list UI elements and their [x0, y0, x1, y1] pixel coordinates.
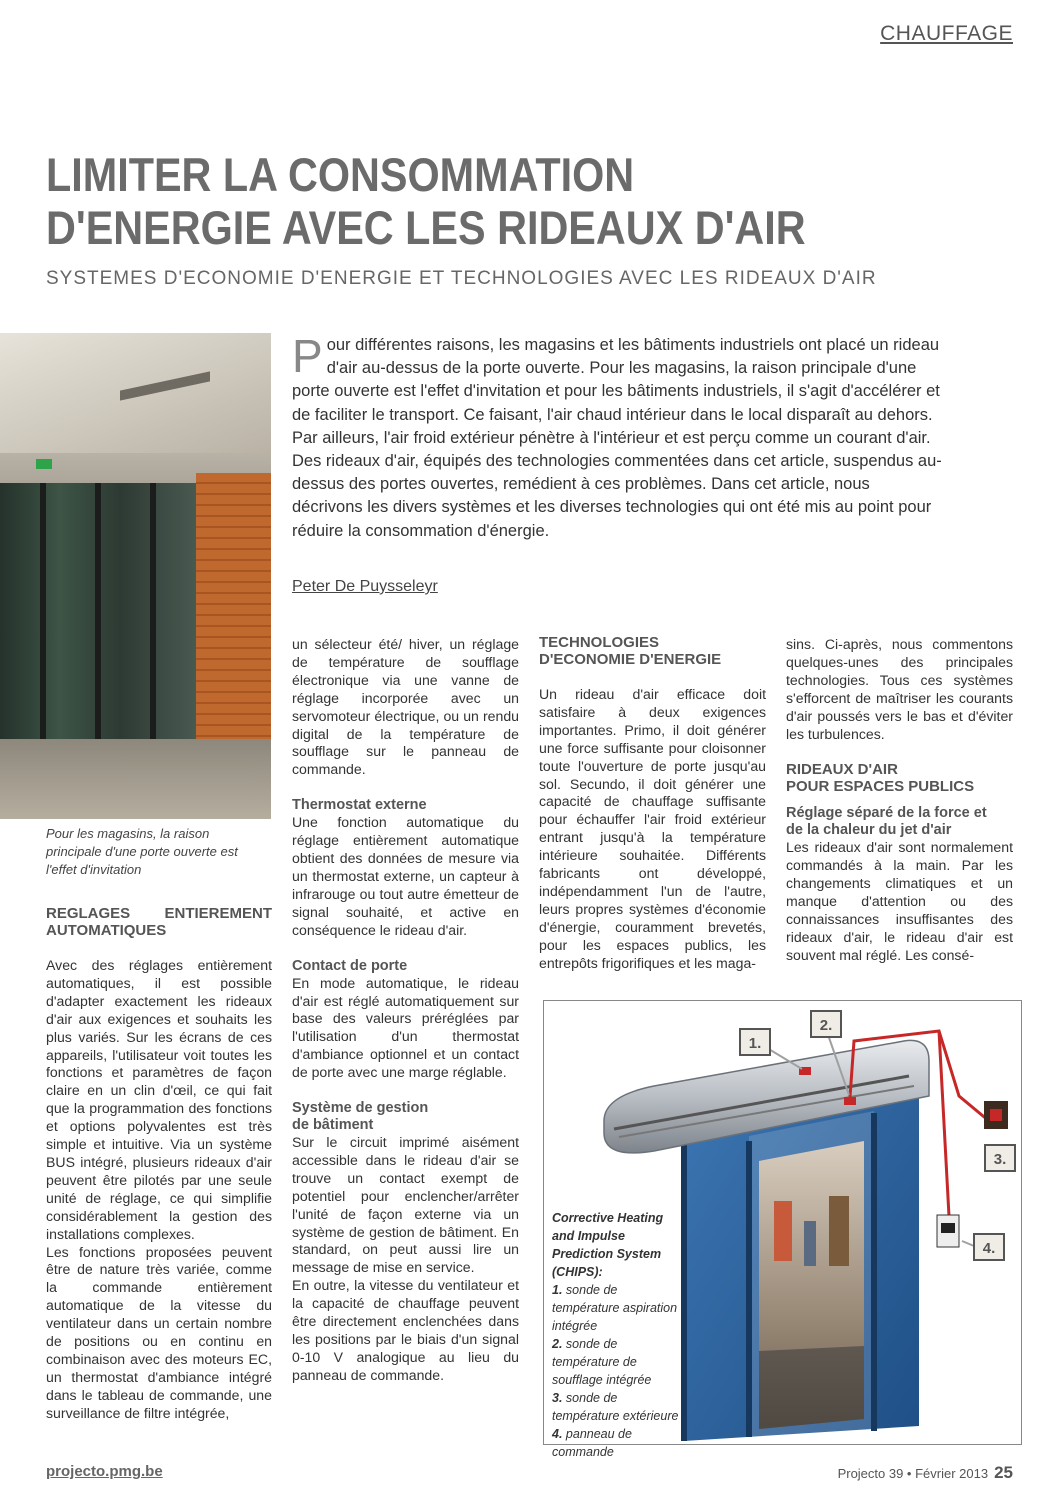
column-1: [46, 905, 272, 1423]
col2-paragraph-4: Sur le circuit imprimé aisément accessible dans le rideau d'air se trouve un contact exempt de potentiel pour enclencher/arrêter l'unité de façon externe via un système de gestion de bâtiment. En standard, on peut aussi lire un message de mise en service.: [292, 1134, 519, 1276]
legend-text-4: panneau de commande: [552, 1427, 632, 1459]
website-link[interactable]: projecto.pmg.be: [46, 1463, 163, 1480]
callout-3-label: 3.: [993, 1151, 1007, 1168]
heading-reglages: REGLAGES ENTIEREMENT AUTOMATIQUES: [46, 905, 272, 939]
legend-num-4: 4.: [552, 1427, 563, 1441]
article-subtitle: SYSTEMES D'ECONOMIE D'ENERGIE ET TECHNOLOGIES AVEC LES RIDEAUX D'AIR: [46, 268, 877, 289]
figure-legend: [552, 1209, 684, 1461]
col2-paragraph-1: un sélecteur été/ hiver, un réglage de température de soufflage électronique via une vanne de réglage incorporée avec un servomoteur électrique, ou un rendu digital de la température de soufflage sur le panneau de commande.: [292, 636, 519, 778]
col4-paragraph-1: sins. Ci-après, nous commentons quelques-unes des principales technologies. Tous ces systèmes s'efforcent de maîtriser les courants d'air poussés vers le bas et d'éviter les turbulences.: [786, 636, 1013, 742]
section-tag: CHAUFFAGE: [880, 22, 1013, 45]
column-3: [539, 634, 766, 973]
author-byline: Peter De Puysseleyr: [292, 578, 438, 595]
callout-1-label: 1.: [748, 1035, 762, 1052]
col2-paragraph-5: En outre, la vitesse du ventilateur et la capacité de chauffage peuvent être directement enclenchées dans les positions par le biais d'un signal 0-10 V analogique au lieu du panneau de commande.: [292, 1277, 519, 1383]
column-4: [786, 636, 1013, 965]
legend-text-3: sonde de température extérieure: [552, 1391, 679, 1423]
col4-paragraph-2: Les rideaux d'air sont normalement commandés à la main. Par les changements climatiques et un manque d'attention ou des connaissances insuffisantes des rideaux d'air, le rideau d'air est souvent mal réglé. Les consé-: [786, 839, 1013, 963]
storefront-photo: [0, 333, 271, 819]
heading-thermostat-externe: Thermostat externe: [292, 797, 427, 814]
legend-text-2: sonde de température de soufflage intégrée: [552, 1337, 652, 1387]
heading-reglage-separe: Réglage séparé de la force et de la chaleur du jet d'air: [786, 805, 987, 839]
drop-cap: P: [292, 330, 323, 382]
article-title: [46, 148, 908, 254]
legend-text-1: sonde de température aspiration intégrée: [552, 1283, 678, 1333]
legend-num-1: 1.: [552, 1283, 563, 1297]
col2-paragraph-3: En mode automatique, le rideau d'air est réglé automatiquement sur base des valeurs préréglées par l'utilisation d'un thermostat d'ambiance optionnel et un contact de porte avec une marge réglable.: [292, 974, 519, 1081]
photo-caption: Pour les magasins, la raison principale d'une porte ouverte est l'effet d'invitation: [46, 826, 238, 877]
issue-info: Projecto 39 • Février 2013: [837, 1466, 989, 1481]
legend-num-3: 3.: [552, 1391, 563, 1405]
intro-paragraph: [292, 330, 942, 543]
intro-text: our différentes raisons, les magasins et les bâtiments industriels ont placé un rideau d'air au-dessus de la porte ouverte. Pour les magasins, la raison principale d'une porte ouverte est l'effet d'invitation et pour les bâtiments industriels, il s'agit d'accélérer et de faciliter le transport. Ce faisant, l'air chaud intérieur dans le local disparaît au dehors. Par ailleurs, l'air froid extérieur pénètre à l'intérieur et est perçu comme un courant d'air. Des rideaux d'air, équipés des technologies commentées dans cet article, suspendus au-dessus des portes ouvertes, remédient à ces problèmes. Dans cet article, nous décrivons les divers systèmes et les diverses technologies qui ont été mis au point pour réduire la consommation d'énergie.: [292, 336, 942, 540]
heading-technologies: TECHNOLOGIES D'ECONOMIE D'ENERGIE: [539, 634, 722, 668]
exit-sign-icon: [36, 459, 52, 469]
heading-rideaux-espaces-publics: RIDEAUX D'AIR POUR ESPACES PUBLICS: [786, 761, 975, 796]
figure-legend-title: Corrective Heating and Impulse Prediction System (CHIPS):: [552, 1211, 664, 1279]
title-line-2: D'ENERGIE AVEC LES RIDEAUX D'AIR: [46, 201, 806, 254]
col2-paragraph-2: Une fonction automatique du réglage entièrement automatique obtient des données de mesure via un thermostat externe, un capteur à infrarouge ou tout autre émetteur de signal souhaité, et active en conséquence le rideau d'air.: [292, 814, 519, 938]
col3-paragraph-1: Un rideau d'air efficace doit satisfaire à deux exigences importantes. Primo, il doit générer une force suffisante pour cloisonner toute l'ouverture de porte jusqu'au sol. Secundo, il doit générer une capacité de chauffage suffisante pour échauffer l'air froid extérieur entrant jusqu'à la température intérieure souhaitée. Différents fabricants ont développé, indépendamment l'un de l'autre, leurs propres systèmes d'économie d'énergie, couramment brevetés, pour les espaces publics, les entrepôts frigorifiques et les maga-: [539, 686, 766, 971]
photo-floor: [0, 739, 271, 819]
sensor-2-icon: [844, 1097, 856, 1105]
title-line-1: LIMITER LA CONSOMMATION: [46, 148, 635, 201]
callout-2-label: 2.: [819, 1017, 833, 1034]
callout-4-label: 4.: [982, 1240, 996, 1257]
page-number: 25: [994, 1463, 1013, 1482]
page-footer: [838, 1463, 1013, 1483]
legend-num-2: 2.: [552, 1337, 563, 1351]
heading-contact-de-porte: Contact de porte: [292, 957, 408, 974]
heading-gestion-batiment: Système de gestion de bâtiment: [292, 1100, 429, 1134]
chips-diagram-figure: [543, 1000, 1022, 1459]
col1-paragraph-2: Les fonctions proposées peuvent être de nature très variée, comme la commande entièrement automatique de la vitesse du ventilateur dans un certain nombre de positions ou en continu en combinaison avec des moteurs EC, un thermostat d'ambiance intégré dans le tableau de commande, une surveillance de filtre intégrée,: [46, 1243, 272, 1421]
column-2: [292, 636, 519, 1385]
col1-paragraph-1: Avec des réglages entièrement automatiques, il est possible d'adapter exactement les rideaux d'air aux exigences et souhaits les plus variés. Sur les écrans de ces appareils, l'utilisateur voit toutes les fonctions et paramètres de façon claire en un clin d'œil, ce qui fait que la programmation des fonctions et options polyvalentes est très simple et intuitive. Via un système BUS intégré, plusieurs rideaux d'air peuvent être pilotés par une seule unité de réglage, ce qui simplifie considérablement la gestion des installations complexes.: [46, 957, 272, 1242]
